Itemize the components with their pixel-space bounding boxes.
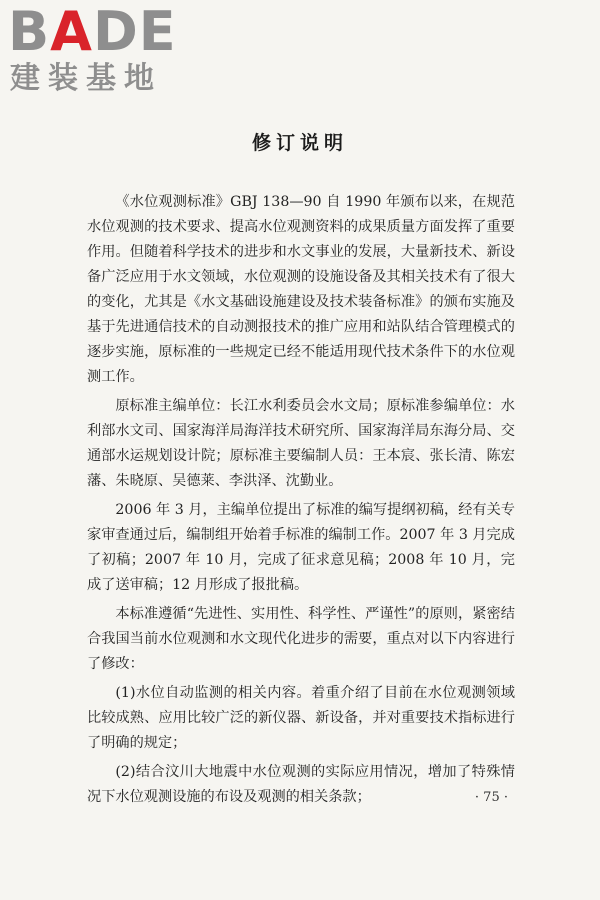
paragraph-item-1: (1)水位自动监测的相关内容。着重介绍了目前在水位观测领域比较成熟、应用比较广泛的新仪器、新设备，并对重要技术指标进行了明确的规定； [87, 685, 515, 751]
page-title: 修订说明 [251, 132, 348, 154]
logo-subtitle: 建装基地 [10, 61, 162, 96]
paragraph-item-2: (2)结合汶川大地震中水位观测的实际应用情况，增加了特殊情况下水位观测设施的布设及观测的相关条款； [87, 764, 515, 805]
paragraph-timeline: 2006 年 3 月，主编单位提出了标准的编写提纲初稿，经有关专家审查通过后，编制组开始着手标准的编制工作。2007 年 3 月完成了初稿；2007 年 10 月，完成了征求意见稿；2008 年 10 月，完成了送审稿；12 月形成了报批稿。 [87, 502, 515, 593]
logo-letter-b: B [8, 0, 51, 63]
page-number: · 75 · [474, 790, 508, 805]
paragraph-original-authors: 原标准主编单位：长江水利委员会水文局；原标准参编单位：水利部水文司、国家海洋局海洋技术研究所、国家海洋局东海分局、交通部水运规划设计院；原标准主要编制人员：王本宸、张长清、陈宏藩、朱晓原、吴德莱、李洪泽、沈勤业。 [87, 398, 515, 489]
paragraph-principles: 本标准遵循“先进性、实用性、科学性、严谨性”的原则，紧密结合我国当前水位观测和水文现代化进步的需要，重点对以下内容进行了修改： [87, 606, 515, 672]
brand-logo [8, 0, 178, 100]
logo-letters-de: DE [92, 0, 177, 63]
logo-wordmark [8, 0, 177, 63]
logo-letter-a: A [50, 0, 93, 63]
paragraph-history: 《水位观测标准》GBJ 138—90 自 1990 年颁布以来，在规范水位观测的技术要求、提高水位观测资料的成果质量方面发挥了重要作用。但随着科学技术的进步和水文事业的发展，大量新技术、新设备广泛应用于水文领域，水位观测的设施设备及其相关技术有了很大的变化，尤其是《水文基础设施建设及技术装备标准》的颁布实施及基于先进通信技术的自动测报技术的推广应用和站队结合管理模式的逐步实施，原标准的一些规定已经不能适用现代技术条件下的水位观测工作。 [87, 194, 515, 385]
document-body [87, 190, 515, 810]
